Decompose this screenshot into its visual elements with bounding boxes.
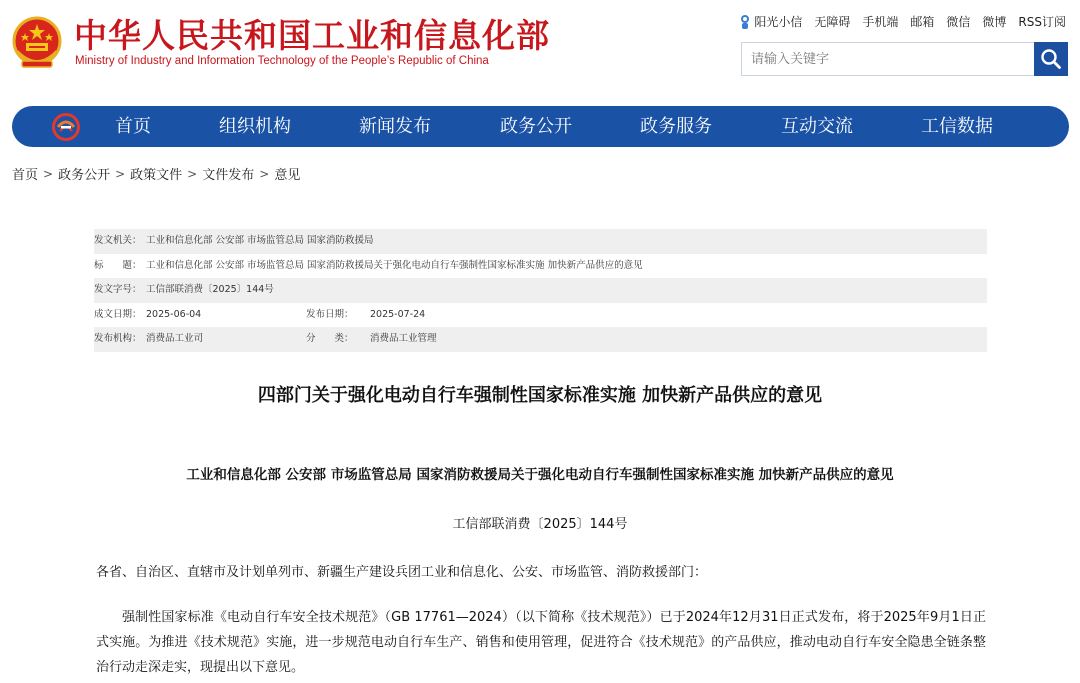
nav-government-affairs[interactable]: 政务公开	[500, 116, 572, 137]
top-links	[739, 13, 1066, 30]
breadcrumb-opinion[interactable]: 意见	[274, 168, 301, 183]
breadcrumb-home[interactable]: 首页	[12, 168, 39, 183]
search-input[interactable]	[742, 43, 1034, 75]
meta-value: 工业和信息化部 公安部 市场监管总局 国家消防救援局关于强化电动自行车强制性国家标准实施 加快新产品供应的意见	[146, 259, 643, 271]
search-box	[741, 42, 1068, 76]
top-link-weibo[interactable]: 微博	[982, 15, 1007, 29]
meta-label: 发文机关：	[94, 235, 142, 246]
article-title: 四部门关于强化电动自行车强制性国家标准实施 加快新产品供应的意见	[257, 385, 823, 406]
national-emblem-icon[interactable]	[12, 16, 62, 70]
nav-government-services[interactable]: 政务服务	[640, 116, 712, 137]
nav-home[interactable]: 首页	[115, 116, 151, 137]
top-link-accessibility[interactable]: 无障碍	[814, 15, 851, 29]
document-meta-table	[94, 229, 987, 352]
nav-data[interactable]: 工信数据	[921, 116, 993, 137]
breadcrumb	[12, 164, 300, 183]
meta-value: 消费品工业司	[146, 333, 204, 344]
top-link-rss[interactable]: RSS订阅	[1018, 15, 1066, 29]
top-link-sunshine[interactable]	[739, 13, 802, 30]
top-link-label: 阳光小信	[754, 15, 803, 29]
top-link-wechat[interactable]: 微信	[946, 15, 971, 29]
meta-label: 分 类：	[306, 333, 354, 344]
nav-interaction[interactable]: 互动交流	[781, 116, 853, 137]
breadcrumb-document-release[interactable]: 文件发布	[202, 168, 255, 183]
meta-row-dates	[94, 303, 987, 328]
meta-row-docno	[94, 278, 987, 303]
search-button[interactable]	[1034, 42, 1068, 76]
article-addressee: 各省、自治区、直辖市及计划单列市、新疆生产建设兵团工业和信息化、公安、市场监管、消防救援部门：	[96, 565, 708, 580]
meta-value: 工业和信息化部 公安部 市场监管总局 国家消防救援局	[146, 235, 374, 246]
meta-label: 标 题：	[94, 259, 142, 271]
search-icon	[1040, 48, 1062, 70]
chevron-right-icon: >	[187, 166, 198, 181]
chevron-right-icon: >	[259, 166, 270, 181]
nav-news[interactable]: 新闻发布	[359, 116, 431, 137]
meta-value: 2025-07-24	[370, 308, 426, 320]
top-link-mail[interactable]: 邮箱	[910, 15, 935, 29]
meta-row-issuer	[94, 229, 987, 254]
meta-row-title	[94, 254, 987, 279]
ministry-logo-icon[interactable]	[52, 113, 80, 141]
site-title-english: Ministry of Industry and Information Technology of the People’s Republic of China	[75, 55, 489, 67]
meta-label: 发布日期：	[306, 308, 354, 320]
meta-value: 消费品工业管理	[370, 333, 437, 344]
top-link-mobile[interactable]: 手机端	[862, 15, 899, 29]
sunshine-mascot-icon	[739, 14, 751, 30]
main-nav	[12, 106, 1069, 147]
chevron-right-icon: >	[115, 166, 126, 181]
site-title[interactable]: 中华人民共和国工业和信息化部	[74, 16, 550, 55]
nav-organization[interactable]: 组织机构	[219, 116, 291, 137]
meta-row-org	[94, 327, 987, 352]
chevron-right-icon: >	[43, 166, 54, 181]
meta-label: 发文字号：	[94, 284, 142, 295]
article-doc-number: 工信部联消费〔2025〕144号	[452, 517, 628, 532]
breadcrumb-government-affairs[interactable]: 政务公开	[58, 168, 111, 183]
meta-label: 成文日期：	[94, 308, 142, 320]
meta-value: 2025-06-04	[146, 308, 202, 320]
article-paragraph: 强制性国家标准《电动自行车安全技术规范》（GB 17761—2024）（以下简称《技术规范》）已于2024年12月31日正式发布，将于2025年9月1日正式实施。为推进《技术规范》实施，进一步规范电动自行车生产、销售和使用管理，促进符合《技术规范》的产品供应，推动电动自行车安全隐患全链条整治行动走深走实，现提出以下意见。	[96, 610, 986, 675]
breadcrumb-policy-documents[interactable]: 政策文件	[130, 168, 183, 183]
site-header	[0, 0, 1080, 100]
meta-label: 发布机构：	[94, 333, 142, 344]
meta-value: 工信部联消费〔2025〕144号	[146, 284, 274, 295]
article-subtitle: 工业和信息化部 公安部 市场监管总局 国家消防救援局关于强化电动自行车强制性国家标准实施 加快新产品供应的意见	[186, 467, 894, 483]
